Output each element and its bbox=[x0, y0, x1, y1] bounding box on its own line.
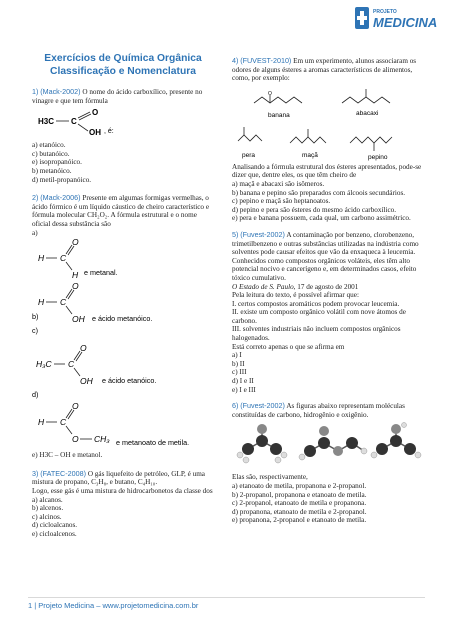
q6-text-2: Elas são, respectivamente, bbox=[232, 473, 308, 482]
q2c-oh: OH bbox=[80, 376, 93, 387]
q1-source: (Mack-2002) bbox=[40, 87, 81, 96]
q2d-o: O bbox=[72, 401, 79, 412]
q3-option-a[interactable]: a) alcanos. bbox=[32, 495, 63, 504]
page-title bbox=[32, 52, 214, 78]
q2b-h: H bbox=[38, 297, 45, 308]
pepino-label: pepino bbox=[368, 153, 388, 161]
q5-option-c[interactable]: c) III bbox=[232, 368, 247, 377]
q1-h3c: H3C bbox=[38, 117, 55, 127]
q2c-c: C bbox=[68, 359, 75, 370]
q2d-h: H bbox=[38, 417, 45, 428]
q1-option-e[interactable]: e) isopropanóico. bbox=[32, 158, 82, 167]
q5-statement-1: I. certos compostos aromáticos podem provocar leucemia. bbox=[232, 299, 400, 308]
q2-structure-b bbox=[32, 281, 212, 325]
molecule-2 bbox=[299, 426, 367, 460]
q4-option-e[interactable]: e) pera e banana possuem, cada qual, um carbono assimétrico. bbox=[232, 214, 411, 223]
right-column bbox=[232, 57, 428, 525]
q1-option-d[interactable]: d) metil-propanóico. bbox=[32, 175, 92, 184]
q5-citation: O Estado de S. Paulo, bbox=[232, 282, 296, 291]
banana-o-atom: O bbox=[268, 90, 272, 97]
q2b-oh: OH bbox=[72, 314, 85, 325]
q2c-h3c: H₃C bbox=[36, 359, 52, 370]
q2d-name: e metanoato de metila. bbox=[116, 438, 190, 448]
q1-text: O nome do ácido carboxílico, presente no vinagre e que tem fórmula bbox=[32, 88, 203, 105]
q2-option-e[interactable]: e) H3C – OH e metanol. bbox=[32, 451, 103, 460]
q4-source: (FUVEST-2010) bbox=[240, 56, 292, 65]
abacaxi-label: abacaxi bbox=[356, 109, 379, 117]
q5-option-a[interactable]: a) I bbox=[232, 351, 242, 360]
logo-big-text: MEDICINA bbox=[373, 15, 438, 30]
q2c-o: O bbox=[80, 343, 87, 354]
maca-label: maçã bbox=[302, 151, 318, 159]
question-2 bbox=[32, 194, 214, 460]
banana-label: banana bbox=[268, 111, 290, 119]
question-3 bbox=[32, 470, 214, 539]
q1-option-b[interactable]: b) metanóico. bbox=[32, 166, 72, 175]
q4-ester-structures bbox=[232, 85, 428, 163]
q5-option-e[interactable]: e) I e III bbox=[232, 385, 256, 394]
q3-option-d[interactable]: d) cicloalcanos. bbox=[32, 521, 78, 530]
q3-number: 3) bbox=[32, 468, 39, 478]
question-4 bbox=[232, 57, 428, 223]
q4-text-2: Analisando a fórmula estrutural dos ésteres apresentados, pode-se dizer que, dentre eles, os que têm cheiro de bbox=[232, 162, 422, 180]
q1-option-c[interactable]: c) butanóico. bbox=[32, 149, 70, 158]
q5-statement-2: II. existe um composto orgânico volátil com nove átomos de carbono. bbox=[232, 308, 406, 325]
q6-option-e[interactable]: e) propanona, 2-propanol e etanoato de metila. bbox=[232, 516, 367, 525]
q2a-c: C bbox=[60, 253, 67, 264]
q1-o: O bbox=[92, 108, 99, 118]
q2-structure-c bbox=[32, 325, 212, 387]
q2b-c: C bbox=[60, 297, 67, 308]
q2d-c: C bbox=[60, 417, 67, 428]
q6-number: 6) bbox=[232, 401, 239, 411]
q5-text-3: Está correto apenas o que se afirma em bbox=[232, 342, 345, 351]
question-5 bbox=[232, 231, 428, 394]
q2a-name: e metanal. bbox=[84, 268, 118, 278]
q2-source: (Mack-2006) bbox=[40, 193, 81, 203]
q6-text: As figuras abaixo representam moléculas constituídas de carbono, hidrogênio e oxigênio. bbox=[232, 402, 405, 419]
q5-text: A contaminação por benzeno, clorobenzeno, trimetilbenzeno e outras substâncias utilizadas na indústria como solventes pode causar efeitos que vão da enxaqueca à leucemia. Conhecidos como compostos orgânicos voláteis, eles têm alto potencial nocivo e cancerígeno e, em determinados casos, efeito tóxico cumulativo. bbox=[232, 230, 419, 282]
molecule-3 bbox=[371, 423, 421, 459]
q5-option-b[interactable]: b) II bbox=[232, 359, 245, 368]
q2b-name: e ácido metanóico. bbox=[92, 314, 153, 324]
q5-citation-date: 17 de agosto de 2001 bbox=[295, 282, 359, 291]
q4-text: Em um experimento, alunos associaram os odores de alguns ésteres a aromas característicos de alimentos, como, por exemplo: bbox=[232, 57, 417, 83]
q2-text: Presente em algumas formigas vermelhas, o ácido fórmico é um líquido cáustico de cheiro característico e fórmula molecular CH₂O₂. A fórmula estrutural e o nome oficial dessa substância são bbox=[32, 194, 210, 228]
q6-source: (Fuvest-2002) bbox=[240, 401, 285, 411]
projeto-medicina-logo bbox=[353, 5, 445, 33]
q2a-h2: H bbox=[72, 270, 79, 281]
q3-text-2: Logo, esse gás é uma mistura de hidrocarbonetos da classe dos bbox=[32, 486, 213, 495]
q6-molecule-models bbox=[232, 421, 428, 471]
q5-option-d[interactable]: d) I e II bbox=[232, 377, 254, 386]
q3-option-e[interactable]: e) cicloalcenos. bbox=[32, 529, 77, 538]
q4-option-c[interactable]: c) pepino e maçã são heptanoatos. bbox=[232, 197, 331, 206]
q6-option-c[interactable]: c) 2-propanol, etanoato de metila e propanona. bbox=[232, 499, 367, 508]
pera-label: pera bbox=[242, 151, 256, 159]
title-line-2: Classificação e Nomenclatura bbox=[50, 66, 196, 77]
q2b-o: O bbox=[72, 281, 79, 292]
left-column bbox=[32, 52, 214, 538]
q2d-o2: O bbox=[72, 434, 79, 445]
q5-number: 5) bbox=[232, 229, 239, 239]
q1-c: C bbox=[71, 117, 77, 127]
q2d-ch3: CH₃ bbox=[94, 434, 110, 445]
q2-structure-d bbox=[32, 387, 212, 449]
q2-option-b-label[interactable]: b) bbox=[32, 312, 39, 322]
q2a-h: H bbox=[38, 253, 45, 264]
q2a-o: O bbox=[72, 237, 79, 248]
question-1 bbox=[32, 88, 214, 184]
q3-source: (FATEC-2008) bbox=[40, 468, 87, 478]
q5-text-2: Pela leitura do texto, é possível afirmar que: bbox=[232, 291, 359, 300]
q4-option-d[interactable]: d) pepino e pera são ésteres do mesmo ácido carboxílico. bbox=[232, 205, 397, 214]
page-footer[interactable]: 1 | Projeto Medicina – www.projetomedicina.com.br bbox=[28, 601, 199, 610]
q5-statement-3: III. solventes industriais não incluem compostos orgânicos halogenados. bbox=[232, 325, 401, 343]
q1-formula bbox=[38, 107, 158, 137]
q2-number: 2) bbox=[32, 193, 39, 203]
q4-number: 4) bbox=[232, 56, 239, 65]
question-6 bbox=[232, 402, 428, 525]
q2c-name: e ácido etanóico. bbox=[102, 376, 157, 386]
q4-option-a[interactable]: a) maçã e abacaxi são isômeros. bbox=[232, 179, 325, 188]
molecule-1 bbox=[237, 424, 287, 463]
q1-option-a[interactable]: a) etanóico. bbox=[32, 141, 66, 150]
q1-suffix: , é: bbox=[104, 128, 114, 136]
q1-oh: OH bbox=[89, 128, 101, 138]
q2-option-d-label[interactable]: d) bbox=[32, 390, 39, 400]
q6-option-a[interactable]: a) etanoato de metila, propanona e 2-propanol. bbox=[232, 482, 367, 490]
q5-source: (Fuvest-2002) bbox=[240, 229, 285, 239]
q2-option-a-label[interactable]: a) bbox=[32, 228, 38, 237]
q3-text: O gás liquefeito de petróleo, GLP, é uma mistura de propano, C₃H₈, e butano, C₄H₁₀. bbox=[32, 469, 205, 487]
q6-option-b[interactable]: b) 2-propanol, propanona e etanoato de metila. bbox=[232, 490, 367, 499]
footer-divider bbox=[28, 597, 425, 598]
q1-number: 1) bbox=[32, 87, 39, 96]
logo-small-text: PROJETO bbox=[373, 9, 397, 15]
q2-structure-a bbox=[32, 237, 212, 281]
q3-option-b[interactable]: b) alcenos. bbox=[32, 504, 64, 513]
q3-option-c[interactable]: c) alcinos. bbox=[32, 512, 62, 521]
q2-option-c-label[interactable]: c) bbox=[32, 326, 38, 336]
q6-option-d[interactable]: d) propanona, etanoato de metila e 2-propanol. bbox=[232, 507, 367, 516]
title-line-1: Exercícios de Química Orgânica bbox=[44, 53, 202, 64]
q4-option-b[interactable]: b) banana e pepino são preparados com álcoois secundários. bbox=[232, 188, 406, 197]
